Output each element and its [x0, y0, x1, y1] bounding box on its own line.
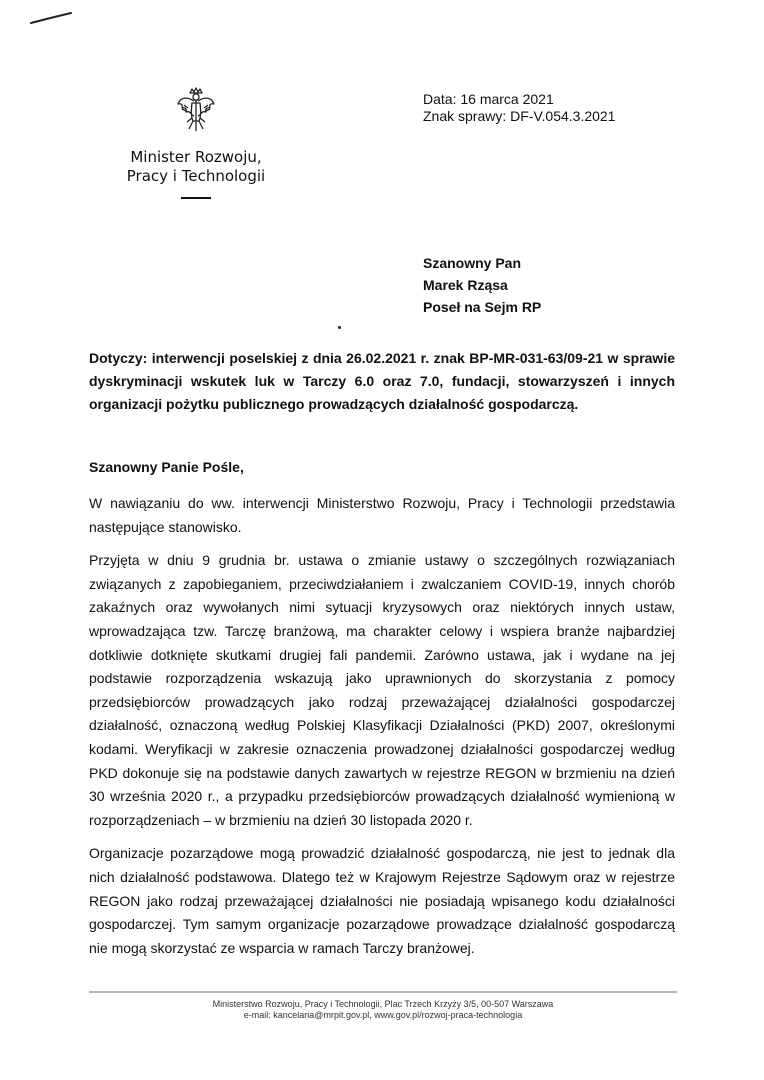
ministry-name — [118, 148, 274, 186]
salutation: Szanowny Panie Pośle, — [89, 459, 244, 475]
recipient-greeting: Szanowny Pan — [423, 255, 522, 271]
footer — [89, 999, 677, 1021]
body-paragraph: Organizacje pozarządowe mogą prowadzić działalność gospodarczą, nie jest to jednak dla nich działalność podstawowa. Dlatego też w Krajowym Rejestrze Sądowym oraz w rejestrze REGON jako rodzaj przeważającej działalności nie posiadają wpisanego kodu działalności gospodarczej. Tym samym organizacje pozarządowe prowadzące działalność gospodarczą nie mogą skorzystać ze wsparcia w ramach Tarczy branżowej. — [89, 845, 675, 956]
case-number: Znak sprawy: DF-V.054.3.2021 — [423, 108, 616, 124]
footer-divider — [89, 991, 677, 993]
body-paragraph: W nawiązaniu do ww. interwencji Ministerstwo Rozwoju, Pracy i Technologii przedstawia następujące stanowisko. — [89, 495, 675, 535]
letterhead-divider — [181, 197, 211, 199]
subject-line: Dotyczy: interwencji poselskiej z dnia 26.02.2021 r. znak BP-MR-031-63/09-21 w sprawie dyskryminacji wskutek luk w Tarczy 6.0 oraz 7.0, fundacji, stowarzyszeń i innych organizacji pożytku publicznego prowadzących działalność gospodarczą. — [89, 350, 675, 412]
polish-eagle-emblem-icon — [176, 86, 216, 136]
letter-body — [89, 492, 675, 970]
recipient-name: Marek Rząsa — [423, 277, 508, 293]
footer-contact: e-mail: kancelaria@mrpit.gov.pl, www.gov.pl/rozwoj-praca-technologia — [243, 1010, 523, 1020]
scan-pen-mark — [30, 12, 72, 26]
document-date: Data: 16 marca 2021 — [423, 91, 554, 107]
recipient-block — [423, 252, 541, 318]
footer-address: Ministerstwo Rozwoju, Pracy i Technologii, Plac Trzech Krzyży 3/5, 00-507 Warszawa — [212, 999, 554, 1009]
document-meta — [423, 91, 615, 125]
scan-dot — [338, 326, 341, 329]
body-paragraph: Przyjęta w dniu 9 grudnia br. ustawa o zmianie ustawy o szczególnych rozwiązaniach związanych z zapobieganiem, przeciwdziałaniem i zwalczaniem COVID-19, innych chorób zakaźnych oraz wywołanych nimi sytuacji kryzysowych oraz niektórych innych ustaw, wprowadzająca tzw. Tarczę branżową, ma charakter celowy i wspiera branże najbardziej dotkliwie dotknięte skutkami drugiej fali pandemii. Zarówno ustawa, jak i wydane na jej podstawie rozporządzenia wskazują jako uprawnionych do skorzystania z pomocy przedsiębiorców prowadzących jako rodzaj przeważającej działalności gospodarczej działalność, oznaczoną według Polskiej Klasyfikacji Działalności (PKD) 2007, określonymi kodami. Weryfikacji w zakresie oznaczenia prowadzonej działalności gospodarczej według PKD dokonuje się na podstawie danych zawartych w rejestrze REGON w brzmieniu na dzień 30 września 2020 r., a przypadku przedsiębiorców prowadzących działalność wymienioną w rozporządzeniach – w brzmieniu na dzień 30 listopada 2020 r. — [89, 552, 675, 828]
ministry-name-line1: Minister Rozwoju, — [130, 148, 262, 166]
letterhead — [118, 86, 274, 199]
recipient-title: Poseł na Sejm RP — [423, 299, 542, 315]
ministry-name-line2: Pracy i Technologii — [126, 167, 266, 185]
